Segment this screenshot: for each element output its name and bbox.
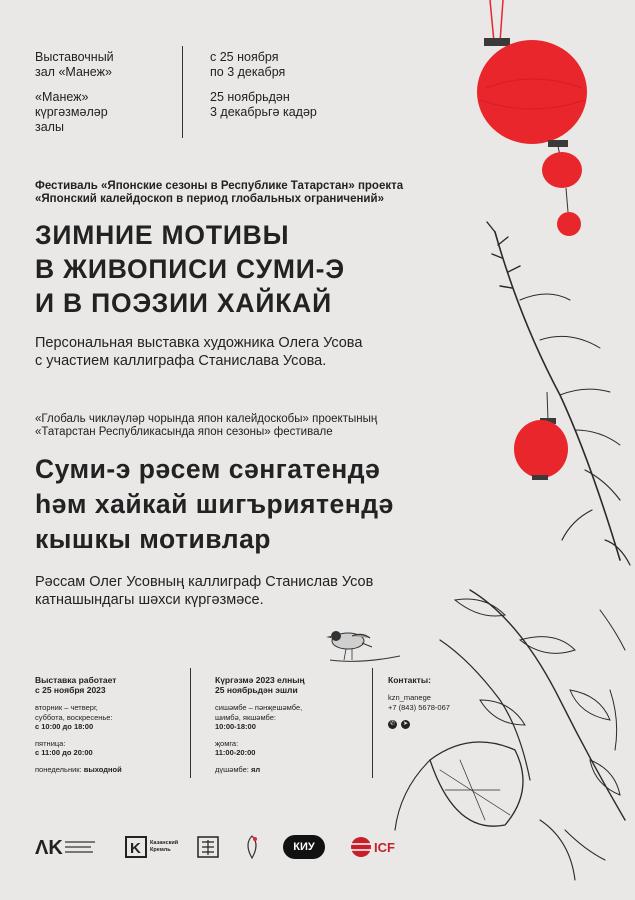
hours-ru-heading1: Выставка работает [35, 675, 117, 685]
project-tt [35, 413, 377, 439]
dates-tt-line1: 25 ноябрьдән [210, 90, 290, 104]
subtitle-tt-line2: катнашындагы шәхси күргәзмәсе. [35, 592, 264, 608]
big-lantern-icon [477, 0, 587, 236]
venue-ru-line1: Выставочный [35, 50, 114, 64]
hours-tt-days1b: шимбә, якшәмбе: [215, 712, 276, 722]
small-lantern-icon [514, 392, 568, 480]
bird-drawing-icon [326, 631, 400, 661]
subtitle-tt [35, 573, 373, 609]
whatsapp-icon[interactable]: ✆ [389, 721, 396, 727]
subtitle-tt-line1: Рәссам Олег Усовның каллиграф Станислав Усов [35, 574, 374, 590]
hours-tt-heading1: Күргәзмә 2023 елның [215, 675, 305, 685]
hours-tt-days2: җомга: [215, 738, 239, 748]
title-tt-line1: Суми-э рәсем сәнгатендә [35, 454, 381, 484]
dates-ru-line1: с 25 ноября [210, 50, 279, 64]
dates-block [210, 50, 317, 130]
contacts-block [388, 675, 498, 729]
subtitle-ru-line2: с участием каллиграфа Станислава Усова. [35, 353, 327, 369]
hours-tt-time2: 11:00-20:00 [215, 748, 256, 757]
festival-ru-line1: Фестиваль «Японские сезоны в Республике Татарстан» проекта [35, 180, 404, 192]
icf-logo-text: ICF [374, 839, 395, 855]
hours-tt [215, 675, 365, 774]
icf-logo [350, 832, 395, 862]
hours-ru [35, 675, 185, 774]
hours-tt-days1a: сишәмбе – пәнҗешәмбе, [215, 703, 303, 712]
header-divider [182, 46, 183, 138]
telegram-icon[interactable]: ➤ [402, 721, 409, 727]
venue-ru-line2: зал «Манеж» [35, 65, 112, 79]
hours-ru-time2: с 11:00 до 20:00 [35, 748, 93, 757]
hours-tt-heading2: 25 ноябрьдән эшли [215, 685, 298, 695]
seal-logo [197, 832, 219, 862]
hours-ru-time1: с 10:00 до 18:00 [35, 722, 94, 731]
partner-logos [35, 832, 415, 862]
svg-text:K: K [130, 840, 141, 857]
venue-block [35, 50, 155, 145]
title-tt [35, 452, 394, 557]
subtitle-ru-line1: Персональная выставка художника Олега Усова [35, 335, 363, 351]
project-tt-line2: «Татарстан Республикасында япон сезоны» фестивале [35, 426, 333, 438]
festival-ru [35, 180, 403, 206]
hours-tt-time3: ял [250, 764, 261, 774]
title-tt-line2: һәм хайкай шигъриятендә [35, 489, 394, 519]
info-divider-1 [190, 668, 191, 778]
plant-drawing-icon [395, 222, 630, 880]
title-ru [35, 218, 345, 320]
svg-text:ΛK: ΛK [35, 837, 63, 859]
hours-ru-days2: пятница: [35, 738, 66, 748]
feather-logo [243, 832, 261, 862]
venue-tt-line2: күргәзмәләр [35, 105, 108, 119]
dates-tt-line2: 3 декабрьгә кадәр [210, 105, 317, 119]
hours-ru-days3: понедельник: [35, 764, 82, 774]
venue-tt-line3: залы [35, 120, 64, 134]
festival-ru-line2: «Японский калейдоскоп в период глобальных ограничений» [35, 193, 384, 205]
hours-ru-days1a: вторник – четверг, [35, 703, 98, 712]
project-tt-line1: «Глобаль чикләүләр чорында япон калейдоскобы» проектының [35, 413, 378, 425]
title-ru-line3: И В ПОЭЗИИ ХАЙКАЙ [35, 288, 332, 318]
ministry-logo [35, 832, 97, 862]
hours-ru-heading2: с 25 ноября 2023 [35, 685, 106, 695]
title-ru-line1: ЗИМНИЕ МОТИВЫ [35, 220, 290, 250]
venue-tt-line1: «Манеж» [35, 90, 89, 104]
hours-ru-time3: выходной [83, 764, 122, 774]
kiu-logo [283, 832, 325, 862]
title-tt-line3: кышкы мотивлар [35, 524, 271, 554]
contacts-handle[interactable]: kzn_manege [388, 693, 431, 702]
dates-ru-line2: по 3 декабря [210, 65, 286, 79]
contacts-phone[interactable]: +7 (843) 5678-067 [388, 702, 450, 712]
info-divider-2 [372, 668, 373, 778]
title-ru-line2: В ЖИВОПИСИ СУМИ-Э [35, 254, 345, 284]
hours-tt-time1: 10:00-18:00 [215, 722, 256, 731]
contacts-heading: Контакты: [388, 675, 431, 685]
kazan-kremlin-text: Казанский Кремль [150, 840, 179, 853]
kiu-logo-text: КИУ [283, 835, 325, 859]
kazan-kremlin-logo [125, 832, 186, 862]
hours-tt-days3: дүшәмбе: [215, 764, 249, 774]
hours-ru-days1b: суббота, воскресенье: [35, 712, 113, 722]
subtitle-ru [35, 334, 362, 370]
